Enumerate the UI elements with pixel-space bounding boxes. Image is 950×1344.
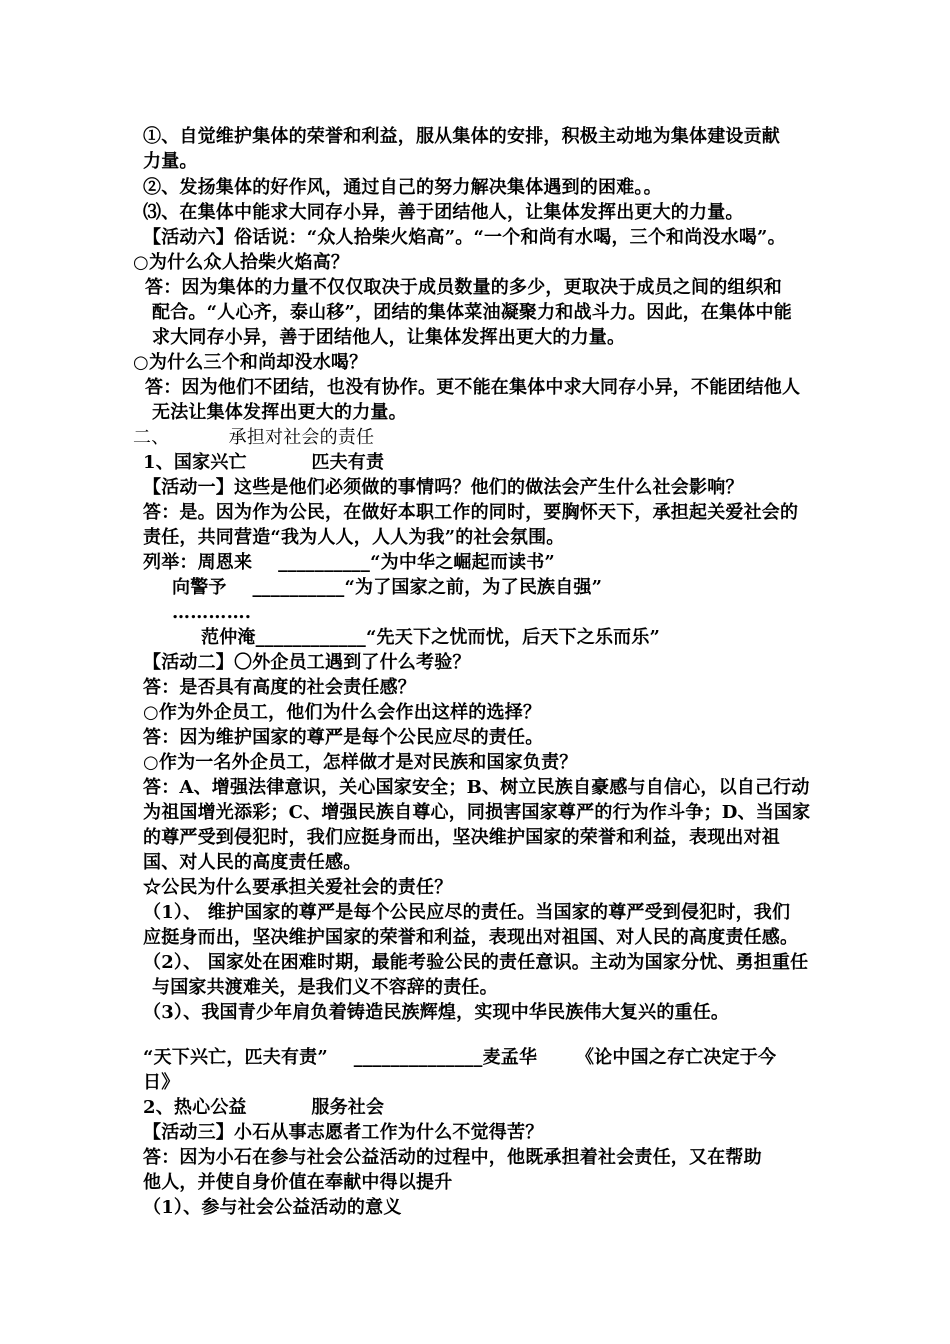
text-line: 范仲淹____________“先天下之忧而忧，后天下之乐而乐”: [201, 627, 661, 648]
text-line: 答：是否具有高度的社会责任感？: [143, 677, 416, 698]
text-line: 答：A、增强法律意识，关心国家安全；B、树立民族自豪感与自信心，以自己行动: [143, 777, 810, 798]
text-line: ○为什么三个和尚却没水喝？: [133, 352, 368, 373]
text-line: 答：因为他们不团结，也没有协作。更不能在集体中求大同存小异，不能团结他人: [145, 377, 801, 398]
text-line: 【活动三】小石从事志愿者工作为什么不觉得苦？: [143, 1122, 544, 1143]
text-line: 为祖国增光添彩；C、增强民族自尊心，同损害国家尊严的行为作斗争；D、当国家: [143, 802, 811, 823]
text-line: ☆公民为什么要承担关爱社会的责任？: [143, 877, 453, 898]
text-line: ②、发扬集体的好作风，通过自己的努力解决集体遇到的困难。。: [143, 177, 662, 198]
text-line: 向警予 __________“为了国家之前，为了民族自强”: [172, 577, 603, 598]
text-line: 责任，共同营造“我为人人，人人为我”的社会氛围。: [143, 527, 565, 548]
text-line: ○作为一名外企员工，怎样做才是对民族和国家负责？: [143, 752, 578, 773]
text-line: 答：因为小石在参与社会公益活动的过程中，他既承担着社会责任，又在帮助: [143, 1147, 762, 1168]
text-line: 力量。: [143, 151, 198, 172]
text-line: ⑶、在集体中能求大同存小异，善于团结他人，让集体发挥出更大的力量。: [143, 202, 744, 223]
text-line: 【活动二】〇外企员工遇到了什么考验？: [143, 652, 471, 673]
text-line: 国、对人民的高度责任感。: [143, 852, 362, 873]
section-heading: 二、 承担对社会的责任: [133, 427, 375, 448]
text-line: 的尊严受到侵犯时，我们应挺身而出，坚决维护国家的荣誉和利益，表现出对祖: [143, 827, 780, 848]
subsection-heading: 2、热心公益 服务社会: [143, 1097, 385, 1118]
text-line: 列举：周恩来 __________“为中华之崛起而读书”: [143, 552, 555, 573]
text-line: （1）、 维护国家的尊严是每个公民应尽的责任。当国家的尊严受到侵犯时，我们: [143, 902, 791, 923]
subsection-heading: 1、国家兴亡 匹夫有责: [143, 452, 385, 473]
text-line: ○作为外企员工，他们为什么会作出这样的选择？: [143, 702, 542, 723]
text-line: （3）、我国青少年肩负着铸造民族辉煌，实现中华民族伟大复兴的重任。: [143, 1002, 730, 1023]
text-line: 答：因为集体的力量不仅仅取决于成员数量的多少，更取决于成员之间的组织和: [145, 277, 782, 298]
text-line: 应挺身而出，坚决维护国家的荣誉和利益，表现出对祖国、对人民的高度责任感。: [143, 927, 799, 948]
text-line: 求大同存小异，善于团结他人，让集体发挥出更大的力量。: [152, 327, 626, 348]
text-line: ①、自觉维护集体的荣誉和利益，服从集体的安排，积极主动地为集体建设贡献: [143, 126, 780, 147]
text-line: 答：因为维护国家的尊严是每个公民应尽的责任。: [143, 727, 544, 748]
text-line: ………….: [172, 602, 252, 623]
text-line: 【活动六】俗话说：“众人拾柴火焰高”。“一个和尚有水喝，三个和尚没水喝”。: [143, 227, 786, 248]
text-line: 与国家共渡难关，是我们义不容辞的责任。: [152, 977, 498, 998]
text-line: “天下兴亡，匹夫有责” ______________麦孟华 《论中国之存亡决定于今: [143, 1047, 777, 1068]
text-line: 【活动一】这些是他们必须做的事情吗？他们的做法会产生什么社会影响？: [143, 477, 744, 498]
text-line: 日》: [143, 1072, 180, 1093]
text-line: 无法让集体发挥出更大的力量。: [152, 402, 407, 423]
text-line: （2）、 国家处在困难时期，最能考验公民的责任意识。主动为国家分忧、勇担重任: [143, 952, 809, 973]
text-line: 配合。“人心齐，泰山移”，团结的集体菜油凝聚力和战斗力。因此，在集体中能: [152, 302, 792, 323]
text-line: 他人，并使自身价值在奉献中得以提升: [143, 1172, 453, 1193]
text-line: 答：是。因为作为公民，在做好本职工作的同时，要胸怀天下，承担起关爱社会的: [143, 502, 799, 523]
text-line: （1）、参与社会公益活动的意义: [143, 1197, 402, 1218]
text-line: ○为什么众人拾柴火焰高？: [133, 252, 350, 273]
